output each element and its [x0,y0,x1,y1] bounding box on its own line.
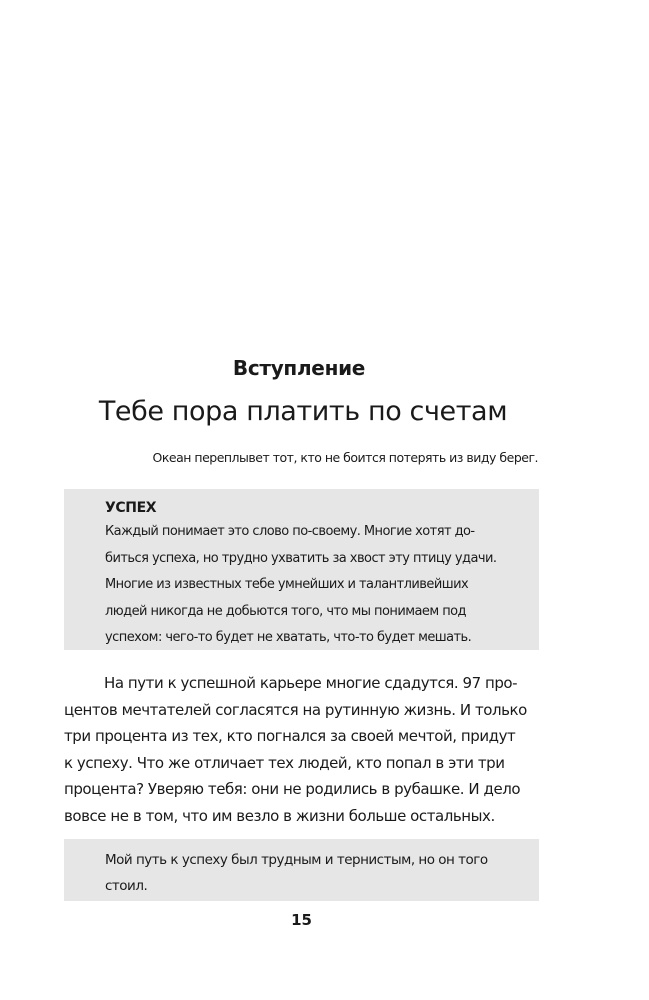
quote-line: Мой путь к успеху был трудным и тернистым, но он того [105,852,488,868]
success-definition-box [64,489,539,650]
success-box-heading: УСПЕХ [105,500,157,516]
success-box-line: Многие из известных тебе умнейших и талантливейших [105,577,469,592]
success-box-line: биться успеха, но трудно ухватить за хвост эту птицу удачи. [105,550,497,566]
chapter-label: Вступление [232,356,366,380]
body-line: вовсе не в том, что им везло в жизни больше остальных. [64,806,495,825]
body-line: процента? Уверяю тебя: они не родились в рубашке. И дело [64,780,521,798]
page-number: 15 [291,911,312,929]
chapter-title: Тебе пора платить по счетам [98,396,508,427]
body-line: к успеху. Что же отличает тех людей, кто попал в эти три [64,753,505,772]
quote-line: стоил. [105,878,148,894]
success-box-line: Каждый понимает это слово по-своему. Многие хотят до- [105,524,475,539]
body-paragraph [64,670,527,829]
body-line: центов мечтателей согласятся на рутинную жизнь. И только [64,700,527,719]
body-line: три процента из тех, кто погнался за своей мечтой, придут [64,727,516,745]
quote-box [64,839,539,901]
success-box-line: людей никогда не добьются того, что мы понимаем под [105,603,466,619]
success-box-line: успехом: чего-то будет не хватать, что-то будет мешать. [105,630,472,645]
body-line: На пути к успешной карьере многие сдадутся. 97 про- [104,674,518,692]
epigraph: Океан переплывет тот, кто не боится потерять из виду берег. [152,450,538,465]
